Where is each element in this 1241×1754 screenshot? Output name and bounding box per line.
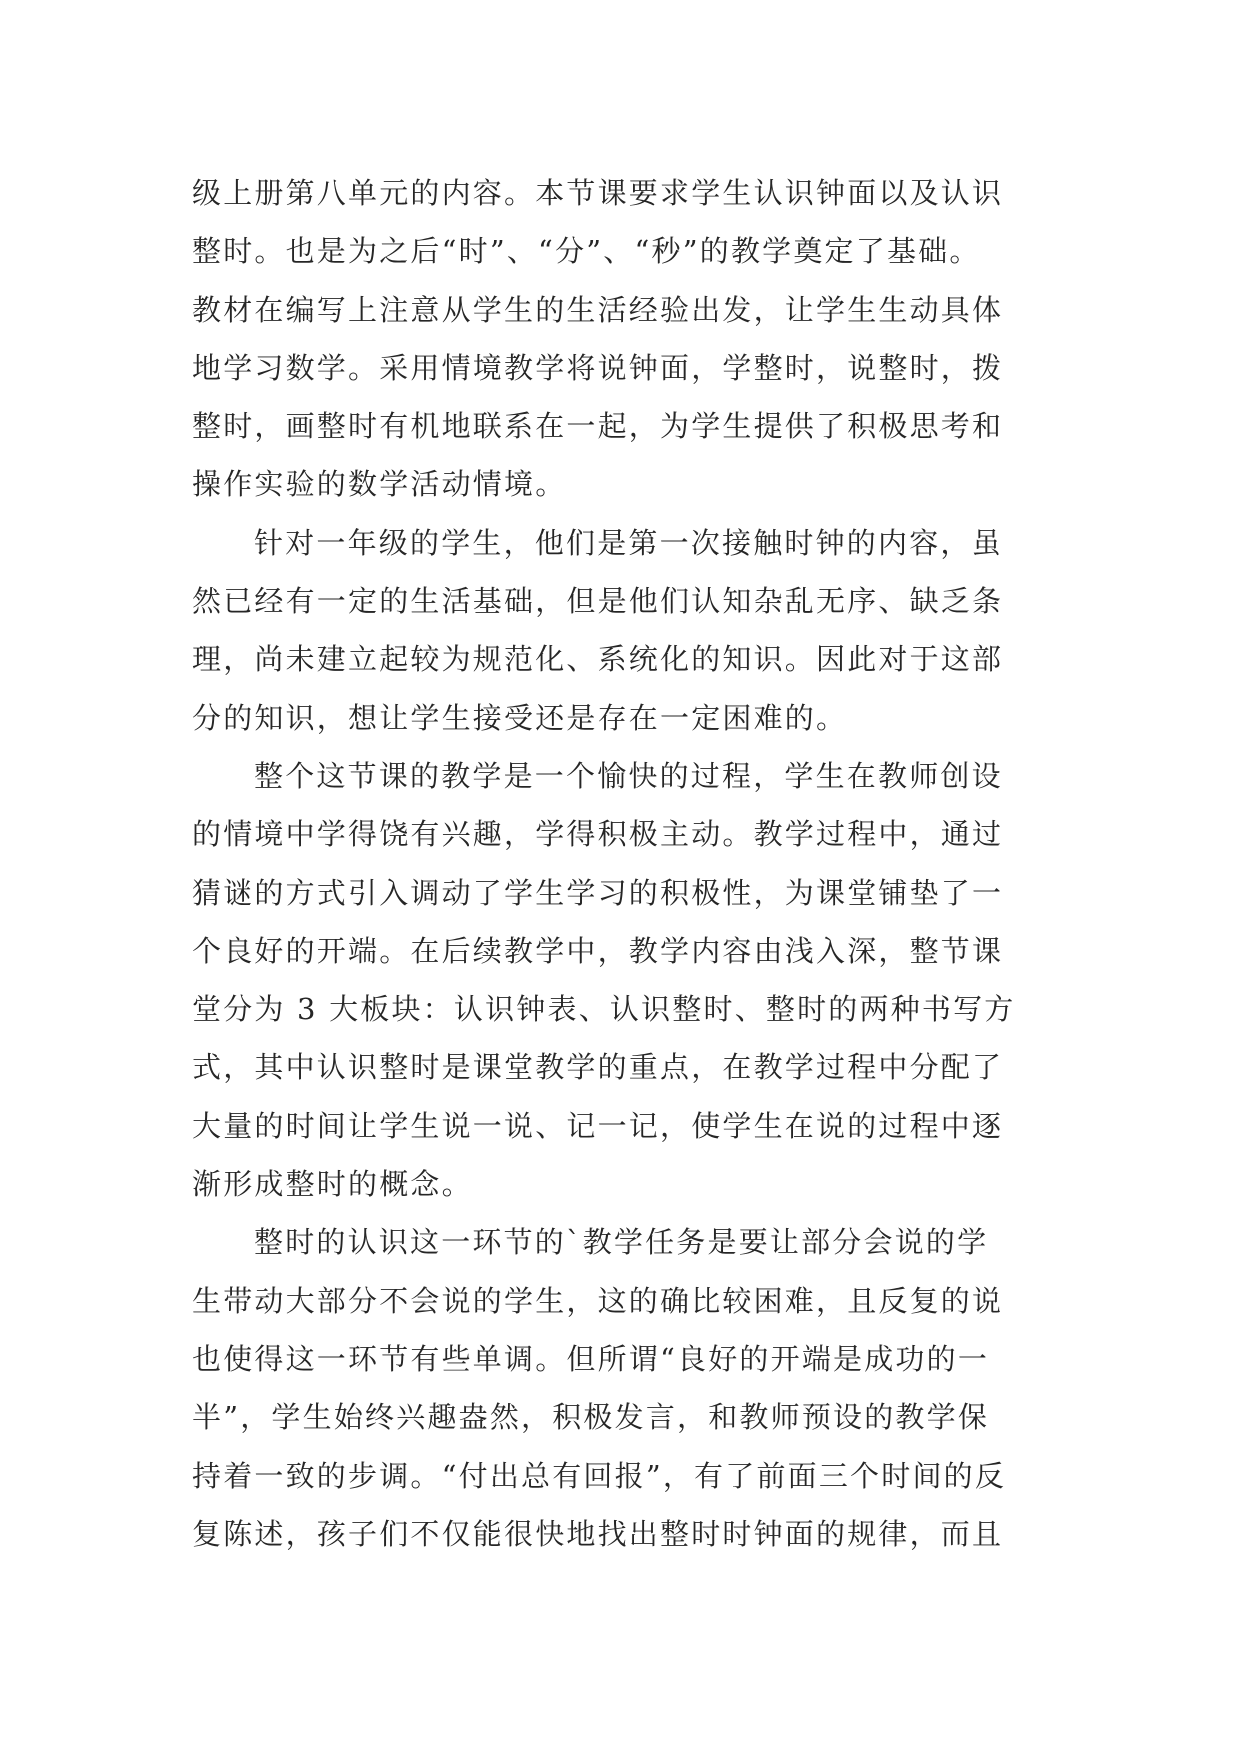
text-line: 的情境中学得饶有兴趣，学得积极主动。教学过程中，通过 — [192, 817, 1004, 852]
text-line: 生带动大部分不会说的学生，这的确比较困难，且反复的说 — [192, 1283, 1004, 1318]
text-line: 堂分为 3 大板块：认识钟表、认识整时、整时的两种书写方 — [192, 992, 1016, 1027]
text-line: 级上册第八单元的内容。本节课要求学生认识钟面以及认识 — [192, 176, 1004, 210]
text-line: 教材在编写上注意从学生的生活经验出发，让学生生动具体 — [192, 292, 1004, 327]
text-line: 式，其中认识整时是课堂教学的重点，在教学过程中分配了 — [192, 1050, 1004, 1085]
paragraph-2 — [192, 514, 1060, 747]
text-line-first: 整个这节课的教学是一个愉快的过程，学生在教师创设 — [254, 758, 1003, 793]
text-line: 渐形成整时的概念。 — [192, 1167, 473, 1202]
text-line: 操作实验的数学活动情境。 — [192, 467, 567, 502]
text-line: 然已经有一定的生活基础，但是他们认知杂乱无序、缺乏条 — [192, 584, 1004, 619]
text-line: 个良好的开端。在后续教学中，教学内容由浅入深，整节课 — [192, 933, 1004, 968]
text-line-first: 针对一年级的学生，他们是第一次接触时钟的内容，虽 — [254, 525, 1003, 560]
text-line: 分的知识，想让学生接受还是存在一定困难的。 — [192, 700, 848, 735]
paragraph-3 — [192, 747, 1060, 1213]
text-line-first: 整时的认识这一环节的`教学任务是要让部分会说的学 — [254, 1225, 989, 1260]
text-line: 复陈述，孩子们不仅能很快地找出整时时钟面的规律，而且 — [192, 1516, 1004, 1551]
text-line: 半”，学生始终兴趣盎然，积极发言，和教师预设的教学保 — [192, 1400, 990, 1435]
text-line: 也使得这一环节有些单调。但所谓“良好的开端是成功的一 — [192, 1341, 990, 1376]
text-line: 持着一致的步调。“付出总有回报”，有了前面三个时间的反 — [192, 1458, 1007, 1493]
text-line: 整时，画整时有机地联系在一起，为学生提供了积极思考和 — [192, 409, 1004, 444]
text-line: 猜谜的方式引入调动了学生学习的积极性，为课堂铺垫了一 — [192, 875, 1004, 910]
text-line: 大量的时间让学生说一说、记一记，使学生在说的过程中逐 — [192, 1108, 1004, 1143]
paragraph-1 — [192, 164, 1060, 514]
paragraph-4 — [192, 1213, 1060, 1563]
document-body — [192, 164, 1060, 1563]
text-line: 地学习数学。采用情境教学将说钟面，学整时，说整时，拨 — [192, 350, 1004, 385]
text-line: 整时。也是为之后“时”、“分”、“秒”的教学奠定了基础。 — [192, 234, 981, 269]
text-line: 理，尚未建立起较为规范化、系统化的知识。因此对于这部 — [192, 642, 1004, 677]
